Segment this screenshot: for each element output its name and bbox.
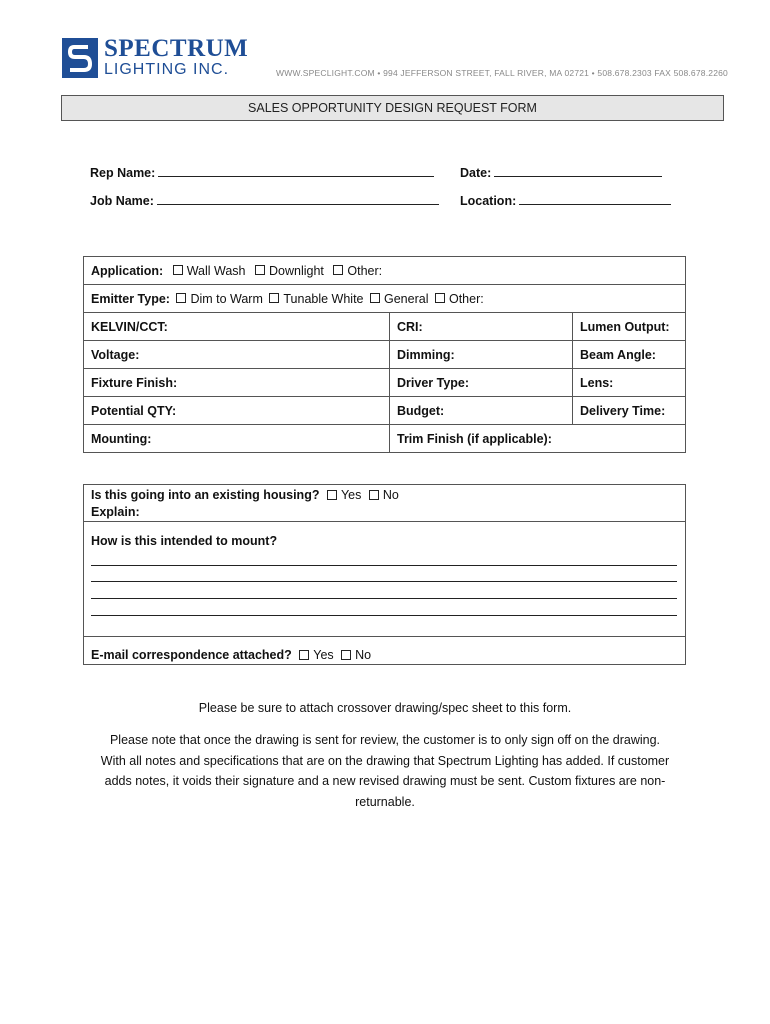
delivery-time-label: Delivery Time:	[580, 403, 666, 418]
spectrum-logo-icon	[62, 38, 98, 78]
beam-angle-label: Beam Angle:	[580, 347, 656, 362]
email-no-label: No	[355, 648, 372, 662]
cri-label: CRI:	[397, 319, 423, 334]
email-yes-label: Yes	[313, 648, 334, 662]
rep-name-line[interactable]	[158, 165, 434, 177]
contact-info: WWW.SPECLIGHT.COM • 994 JEFFERSON STREET, FALL RIVER, MA 02721 • 508.678.2303 FAX 508.678.2260	[276, 68, 728, 78]
logo-subtitle: LIGHTING INC.	[104, 61, 230, 78]
job-name-field[interactable]	[90, 193, 439, 208]
rep-name-field[interactable]	[90, 165, 434, 180]
downlight-label: Downlight	[269, 263, 324, 278]
trim-finish-cell[interactable]	[390, 425, 686, 453]
mount-answer-line-4[interactable]	[91, 615, 677, 616]
location-field[interactable]	[460, 193, 671, 208]
mount-question	[91, 534, 277, 548]
disclaimer-line-2: With all notes and specifications that are on the drawing that Spectrum Lighting has added. If customer	[100, 753, 670, 768]
potential-qty-cell[interactable]	[84, 397, 390, 425]
driver-type-label: Driver Type:	[397, 375, 470, 390]
email-row	[91, 648, 371, 662]
date-field[interactable]	[460, 165, 662, 180]
beam-angle-cell[interactable]	[573, 341, 686, 369]
rep-name-label: Rep Name:	[90, 166, 156, 180]
attach-note: Please be sure to attach crossover drawing/spec sheet to this form.	[198, 701, 572, 715]
emitter-label: Emitter Type:	[91, 291, 170, 306]
mount-answer-line-3[interactable]	[91, 598, 677, 599]
housing-section	[83, 484, 686, 665]
disclaimer	[80, 730, 690, 812]
location-label: Location:	[460, 194, 517, 208]
email-no-checkbox[interactable]	[341, 650, 351, 660]
housing-question: Is this going into an existing housing?	[91, 488, 320, 502]
divider	[84, 636, 685, 637]
lumen-label: Lumen Output:	[580, 319, 670, 334]
tunable-white-label: Tunable White	[283, 291, 364, 306]
housing-yes-checkbox[interactable]	[327, 490, 337, 500]
housing-yes-label: Yes	[340, 488, 362, 502]
driver-type-cell[interactable]	[390, 369, 573, 397]
application-row	[84, 257, 686, 285]
mount-question-label: How is this intended to mount?	[91, 534, 278, 548]
disclaimer-line-1: Please note that once the drawing is sent for review, the customer is to only sign off on the drawing.	[109, 733, 661, 747]
explain-label: Explain:	[91, 505, 140, 519]
lens-label: Lens:	[580, 375, 614, 390]
lumen-cell[interactable]	[573, 313, 686, 341]
application-other-checkbox[interactable]	[333, 265, 343, 275]
mount-answer-line-1[interactable]	[91, 565, 677, 566]
company-logo	[60, 36, 250, 80]
job-name-label: Job Name:	[90, 194, 154, 208]
application-label: Application:	[91, 263, 164, 278]
date-label: Date:	[460, 166, 492, 180]
tunable-white-checkbox[interactable]	[269, 293, 279, 303]
housing-question-row	[91, 487, 399, 521]
mounting-cell[interactable]	[84, 425, 390, 453]
disclaimer-line-4: returnable.	[355, 794, 415, 809]
email-yes-checkbox[interactable]	[299, 650, 309, 660]
general-checkbox[interactable]	[370, 293, 380, 303]
email-question: E-mail correspondence attached?	[91, 648, 292, 662]
job-name-line[interactable]	[157, 193, 439, 205]
dim-to-warm-label: Dim to Warm	[190, 291, 263, 306]
general-label: General	[384, 291, 429, 306]
delivery-time-cell[interactable]	[573, 397, 686, 425]
disclaimer-line-3: adds notes, it voids their signature and a new revised drawing must be sent. Custom fixtures are non-	[104, 774, 666, 788]
kelvin-cell[interactable]	[84, 313, 390, 341]
cri-cell[interactable]	[390, 313, 573, 341]
voltage-label: Voltage:	[91, 347, 140, 362]
dimming-label: Dimming:	[397, 347, 455, 362]
fixture-finish-label: Fixture Finish:	[91, 375, 178, 390]
lens-cell[interactable]	[573, 369, 686, 397]
location-line[interactable]	[519, 193, 671, 205]
logo-wordmark: SPECTRUM	[104, 35, 249, 62]
emitter-row	[84, 285, 686, 313]
potential-qty-label: Potential QTY:	[91, 403, 177, 418]
mounting-label: Mounting:	[91, 431, 152, 446]
trim-finish-label: Trim Finish (if applicable):	[397, 431, 552, 446]
form-title: SALES OPPORTUNITY DESIGN REQUEST FORM	[61, 95, 724, 121]
budget-cell[interactable]	[390, 397, 573, 425]
housing-no-checkbox[interactable]	[369, 490, 379, 500]
kelvin-label: KELVIN/CCT:	[91, 319, 168, 334]
housing-no-label: No	[382, 488, 399, 502]
fixture-finish-cell[interactable]	[84, 369, 390, 397]
voltage-cell[interactable]	[84, 341, 390, 369]
spec-table	[83, 256, 686, 453]
mount-answer-line-2[interactable]	[91, 581, 677, 582]
application-other-label: Other:	[347, 263, 383, 278]
dim-to-warm-checkbox[interactable]	[176, 293, 186, 303]
dimming-cell[interactable]	[390, 341, 573, 369]
wall-wash-checkbox[interactable]	[173, 265, 183, 275]
emitter-other-label: Other:	[448, 291, 484, 306]
date-line[interactable]	[494, 165, 662, 177]
budget-label: Budget:	[397, 403, 445, 418]
wall-wash-label: Wall Wash	[186, 263, 246, 278]
emitter-other-checkbox[interactable]	[435, 293, 445, 303]
divider	[84, 521, 685, 522]
downlight-checkbox[interactable]	[255, 265, 265, 275]
